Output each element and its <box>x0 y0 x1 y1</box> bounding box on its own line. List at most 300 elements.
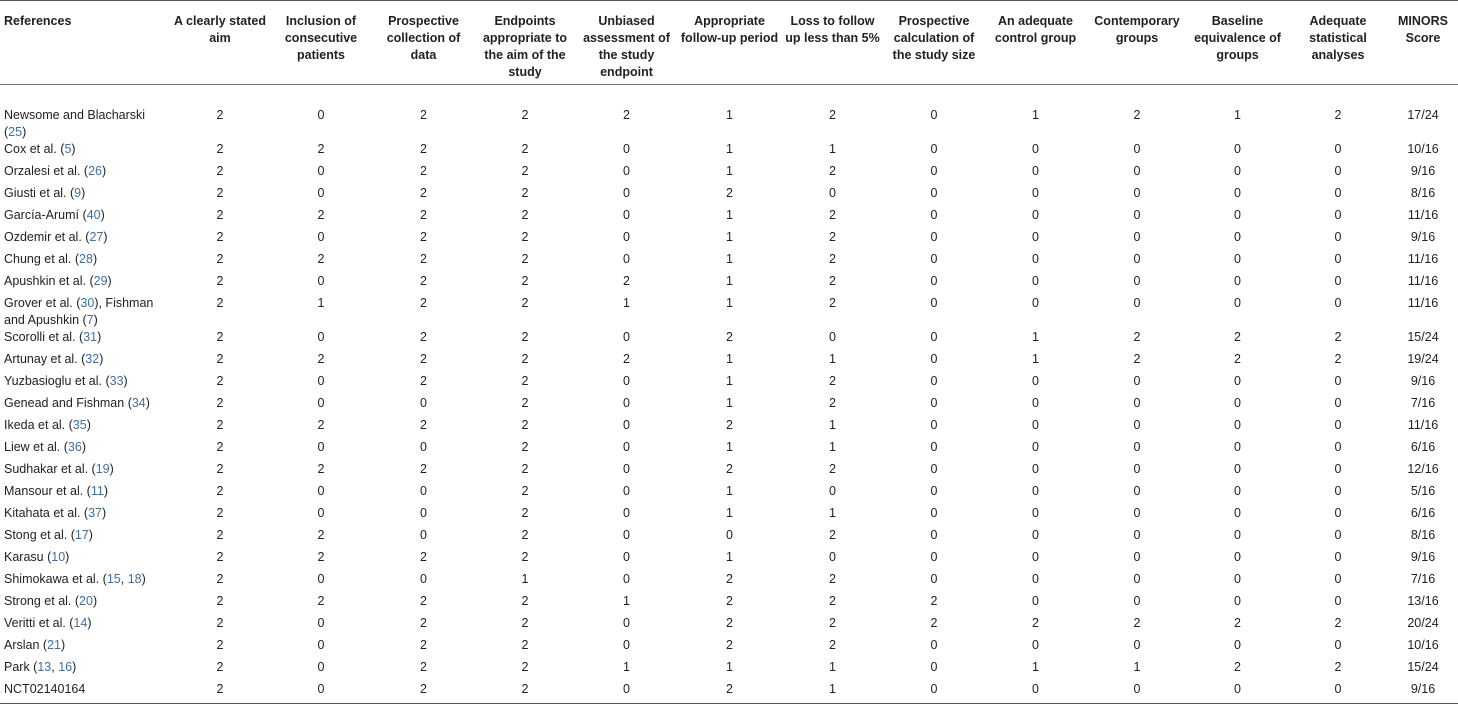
citation-link[interactable]: 34 <box>131 396 146 410</box>
score-cell: 0 <box>930 208 938 222</box>
header-control-group: An adequate control group <box>994 14 1077 45</box>
score-cell: 1 <box>726 396 733 410</box>
reference-text: ) <box>101 506 107 520</box>
score-cell: 1 <box>623 296 630 310</box>
score-cell: 1 <box>829 418 836 432</box>
score-cell: 2 <box>216 572 224 586</box>
reference-text: ) <box>103 484 108 498</box>
reference-text: Liew et al. ( <box>4 440 68 454</box>
header-prospective-collection: Prospective collection of data <box>386 14 461 62</box>
score-cell: 2 <box>623 352 630 366</box>
score-cell: 1 <box>1133 660 1141 674</box>
score-cell: 0 <box>930 572 938 586</box>
reference-cell <box>0 185 170 207</box>
score-cell: 0 <box>1032 252 1039 266</box>
score-cell: 2 <box>317 550 325 564</box>
citation-link[interactable]: 19 <box>95 462 110 476</box>
score-cell: 2 <box>521 616 529 630</box>
reference-text: ) <box>107 274 112 288</box>
citation-link[interactable]: 30 <box>80 296 95 310</box>
table-row <box>0 373 1458 395</box>
reference-text: Shimokawa et al. ( <box>4 572 107 586</box>
score-cell: 0 <box>317 108 325 122</box>
reference-cell <box>0 659 170 681</box>
citation-link[interactable]: 10 <box>51 550 66 564</box>
score-cell: 2 <box>1234 330 1241 344</box>
score-cell: 2 <box>1234 660 1241 674</box>
reference-text: ) <box>22 125 27 139</box>
score-cell: 0 <box>1234 506 1241 520</box>
reference-cell <box>0 483 170 505</box>
score-cell: 0 <box>930 418 938 432</box>
reference-cell <box>0 85 170 142</box>
table-row <box>0 527 1458 549</box>
score-cell: 0 <box>1032 528 1039 542</box>
score-cell: 0 <box>317 164 325 178</box>
score-cell: 2 <box>420 352 427 366</box>
score-cell: 0 <box>1032 142 1039 156</box>
score-cell: 0 <box>930 186 938 200</box>
score-cell: 2 <box>521 682 529 696</box>
reference-cell <box>0 505 170 527</box>
score-cell: 2 <box>521 296 529 310</box>
score-cell: 1 <box>726 440 733 454</box>
score-cell: 0 <box>1133 506 1141 520</box>
score-cell: 0 <box>1133 462 1141 476</box>
score-cell: 0 <box>317 682 325 696</box>
score-cell: 2 <box>216 252 224 266</box>
table-row <box>0 141 1458 163</box>
score-cell: 2 <box>216 462 224 476</box>
score-cell: 0 <box>829 186 836 200</box>
score-cell: 0 <box>623 208 630 222</box>
score-cell: 2 <box>216 296 224 310</box>
header-references: References <box>4 14 72 28</box>
score-cell: 2 <box>216 352 224 366</box>
score-cell: 0 <box>726 528 733 542</box>
reference-text: Scorolli et al. ( <box>4 330 84 344</box>
score-cell: 2 <box>726 186 733 200</box>
table-body <box>0 85 1458 704</box>
minors-score-cell: 17/24 <box>1407 108 1439 122</box>
reference-text: Arslan ( <box>4 638 48 652</box>
score-cell: 2 <box>317 352 325 366</box>
score-cell: 2 <box>521 374 529 388</box>
score-cell: 0 <box>1334 164 1342 178</box>
citation-link[interactable]: 13 <box>37 660 52 674</box>
score-cell: 0 <box>1234 374 1241 388</box>
score-cell: 2 <box>317 594 325 608</box>
score-cell: 2 <box>521 440 529 454</box>
score-cell: 2 <box>726 616 733 630</box>
minors-score-cell: 11/16 <box>1407 252 1439 266</box>
citation-link[interactable]: 36 <box>67 440 82 454</box>
score-cell: 2 <box>521 594 529 608</box>
citation-link[interactable]: 7 <box>86 313 94 327</box>
citation-link[interactable]: 40 <box>86 208 101 222</box>
score-cell: 2 <box>1334 330 1342 344</box>
score-cell: 0 <box>1234 638 1241 652</box>
score-cell: 1 <box>726 352 733 366</box>
score-cell: 0 <box>930 396 938 410</box>
reference-text: NCT02140164 <box>4 682 86 696</box>
score-cell: 2 <box>420 108 427 122</box>
score-cell: 0 <box>1032 440 1039 454</box>
score-cell: 0 <box>623 230 630 244</box>
score-cell: 2 <box>521 462 529 476</box>
score-cell: 0 <box>930 484 938 498</box>
score-cell: 1 <box>1032 660 1039 674</box>
score-cell: 2 <box>829 462 836 476</box>
score-cell: 0 <box>930 660 938 674</box>
citation-link[interactable]: 16 <box>58 660 73 674</box>
score-cell: 1 <box>726 550 733 564</box>
score-cell: 0 <box>623 252 630 266</box>
score-cell: 1 <box>726 208 733 222</box>
score-cell: 2 <box>829 164 836 178</box>
score-cell: 2 <box>1234 352 1241 366</box>
score-cell: 1 <box>829 682 836 696</box>
minors-score-cell: 9/16 <box>1410 682 1436 696</box>
score-cell: 0 <box>1234 682 1241 696</box>
minors-score-cell: 11/16 <box>1407 208 1439 222</box>
header-loss-to-follow-up: Loss to follow up less than 5% <box>785 14 880 45</box>
minors-score-cell: 11/16 <box>1407 418 1439 432</box>
header-clearly-stated-aim: A clearly stated aim <box>174 14 266 45</box>
score-cell: 0 <box>1234 528 1241 542</box>
score-cell: 1 <box>726 252 733 266</box>
reference-cell <box>0 329 170 351</box>
score-cell: 0 <box>1234 208 1241 222</box>
score-cell: 1 <box>1032 108 1039 122</box>
citation-link[interactable]: 9 <box>74 186 82 200</box>
table-row <box>0 593 1458 615</box>
score-cell: 2 <box>726 638 733 652</box>
score-cell: 2 <box>216 330 224 344</box>
score-cell: 0 <box>1234 550 1241 564</box>
score-cell: 0 <box>1133 296 1141 310</box>
reference-text: ) <box>97 330 102 344</box>
reference-cell <box>0 549 170 571</box>
table-row <box>0 549 1458 571</box>
table-row <box>0 439 1458 461</box>
score-cell: 1 <box>317 296 325 310</box>
score-cell: 0 <box>317 660 325 674</box>
score-cell: 0 <box>1334 638 1342 652</box>
table-row <box>0 85 1458 142</box>
table-row <box>0 615 1458 637</box>
score-cell: 2 <box>317 462 325 476</box>
score-cell: 0 <box>1032 208 1039 222</box>
citation-link[interactable]: 26 <box>88 164 102 178</box>
score-cell: 2 <box>1234 616 1241 630</box>
score-cell: 2 <box>420 594 427 608</box>
citation-link[interactable]: 11 <box>90 484 104 498</box>
score-cell: 2 <box>521 506 529 520</box>
score-cell: 2 <box>726 418 733 432</box>
score-cell: 0 <box>1234 440 1241 454</box>
reference-text: ) <box>123 374 128 388</box>
score-cell: 0 <box>623 462 630 476</box>
reference-cell <box>0 593 170 615</box>
header-statistical-analyses: Adequate statistical analyses <box>1309 14 1367 62</box>
score-cell: 0 <box>930 638 938 652</box>
score-cell: 0 <box>317 186 325 200</box>
score-cell: 0 <box>1133 418 1141 432</box>
score-cell: 2 <box>521 528 529 542</box>
score-cell: 2 <box>317 142 325 156</box>
minors-score-cell: 6/16 <box>1410 506 1436 520</box>
score-cell: 0 <box>317 572 325 586</box>
citation-link[interactable]: 25 <box>8 125 23 139</box>
reference-cell <box>0 251 170 273</box>
score-cell: 2 <box>420 330 427 344</box>
reference-text: ) <box>72 660 77 674</box>
citation-link[interactable]: 28 <box>79 252 93 266</box>
score-cell: 0 <box>1032 550 1039 564</box>
score-cell: 0 <box>1133 186 1141 200</box>
citation-link[interactable]: 18 <box>127 572 142 586</box>
score-cell: 2 <box>317 208 325 222</box>
score-cell: 0 <box>623 330 630 344</box>
score-cell: 2 <box>829 374 836 388</box>
score-cell: 1 <box>1032 330 1039 344</box>
score-cell: 2 <box>216 638 224 652</box>
reference-text: ) <box>101 164 107 178</box>
score-cell: 0 <box>1234 396 1241 410</box>
score-cell: 2 <box>930 616 938 630</box>
citation-link[interactable]: 31 <box>83 330 98 344</box>
score-cell: 0 <box>1234 164 1241 178</box>
minors-score-cell: 11/16 <box>1407 274 1439 288</box>
table-row <box>0 505 1458 527</box>
score-cell: 0 <box>1234 186 1241 200</box>
reference-cell <box>0 163 170 185</box>
reference-text: Giusti et al. ( <box>4 186 75 200</box>
citation-link[interactable]: 15 <box>106 572 121 586</box>
score-cell: 0 <box>1334 374 1342 388</box>
citation-link[interactable]: 5 <box>64 142 72 156</box>
reference-cell <box>0 461 170 483</box>
score-cell: 2 <box>623 108 630 122</box>
score-cell: 2 <box>521 274 529 288</box>
table-row <box>0 251 1458 273</box>
score-cell: 2 <box>216 682 224 696</box>
score-cell: 2 <box>1133 352 1141 366</box>
score-cell: 0 <box>317 274 325 288</box>
reference-text: Artunay et al. ( <box>4 352 86 366</box>
score-cell: 2 <box>216 396 224 410</box>
score-cell: 2 <box>829 230 836 244</box>
score-cell: 1 <box>726 108 733 122</box>
score-cell: 0 <box>317 506 325 520</box>
table-row <box>0 461 1458 483</box>
minors-score-cell: 9/16 <box>1410 230 1436 244</box>
score-cell: 0 <box>1334 528 1342 542</box>
table-row <box>0 659 1458 681</box>
citation-link[interactable]: 35 <box>72 418 87 432</box>
reference-text: ) <box>60 638 66 652</box>
reference-cell <box>0 141 170 163</box>
score-cell: 0 <box>1334 186 1342 200</box>
score-cell: 0 <box>1334 274 1342 288</box>
score-cell: 2 <box>420 230 427 244</box>
minors-score-cell: 7/16 <box>1410 396 1436 410</box>
score-cell: 2 <box>1334 108 1342 122</box>
score-cell: 0 <box>420 396 427 410</box>
score-cell: 0 <box>317 230 325 244</box>
score-cell: 0 <box>623 528 630 542</box>
citation-link[interactable]: 37 <box>88 506 102 520</box>
score-cell: 0 <box>930 352 938 366</box>
minors-score-cell: 15/24 <box>1407 660 1439 674</box>
score-cell: 2 <box>726 462 733 476</box>
score-cell: 0 <box>1133 396 1141 410</box>
reference-text: Mansour et al. ( <box>4 484 91 498</box>
score-cell: 2 <box>216 208 224 222</box>
score-cell: 2 <box>1334 660 1342 674</box>
score-cell: 0 <box>1334 440 1342 454</box>
score-cell: 2 <box>829 396 836 410</box>
citation-link[interactable]: 20 <box>79 594 93 608</box>
reference-text: ) <box>93 313 98 327</box>
score-cell: 2 <box>216 484 224 498</box>
score-cell: 2 <box>829 594 836 608</box>
score-cell: 0 <box>930 252 938 266</box>
citation-link[interactable]: 21 <box>47 638 61 652</box>
score-cell: 0 <box>623 418 630 432</box>
score-cell: 2 <box>726 572 733 586</box>
minors-score-cell: 12/16 <box>1407 462 1439 476</box>
score-cell: 2 <box>216 550 224 564</box>
score-cell: 0 <box>1334 462 1342 476</box>
score-cell: 2 <box>420 638 427 652</box>
score-cell: 0 <box>317 638 325 652</box>
reference-text: Ozdemir et al. ( <box>4 230 90 244</box>
score-cell: 0 <box>1133 572 1141 586</box>
reference-cell <box>0 417 170 439</box>
score-cell: 1 <box>623 660 630 674</box>
reference-cell <box>0 615 170 637</box>
score-cell: 2 <box>317 418 325 432</box>
header-contemporary-groups: Contemporary groups <box>1094 14 1180 45</box>
minors-score-cell: 10/16 <box>1407 638 1439 652</box>
score-cell: 2 <box>420 682 427 696</box>
score-cell: 2 <box>930 594 938 608</box>
score-cell: 0 <box>1032 418 1039 432</box>
citation-link[interactable]: 27 <box>89 230 104 244</box>
table-row <box>0 163 1458 185</box>
score-cell: 2 <box>521 352 529 366</box>
table-row <box>0 273 1458 295</box>
table-row <box>0 351 1458 373</box>
citation-link[interactable]: 29 <box>93 274 108 288</box>
score-cell: 0 <box>623 506 630 520</box>
table-row <box>0 207 1458 229</box>
score-cell: 0 <box>317 440 325 454</box>
score-cell: 0 <box>420 572 427 586</box>
score-cell: 2 <box>216 594 224 608</box>
score-cell: 0 <box>1334 418 1342 432</box>
score-cell: 0 <box>1334 208 1342 222</box>
score-cell: 1 <box>1032 352 1039 366</box>
score-cell: 2 <box>216 660 224 674</box>
score-cell: 0 <box>1334 682 1342 696</box>
reference-text: Karasu ( <box>4 550 52 564</box>
score-cell: 2 <box>216 230 224 244</box>
score-cell: 0 <box>623 550 630 564</box>
reference-text: Apushkin et al. ( <box>4 274 94 288</box>
reference-text: ) <box>99 352 104 366</box>
score-cell: 0 <box>1133 374 1141 388</box>
score-cell: 0 <box>1334 572 1342 586</box>
score-cell: 0 <box>1133 208 1141 222</box>
reference-text: Kitahata et al. ( <box>4 506 89 520</box>
score-cell: 2 <box>521 550 529 564</box>
score-cell: 2 <box>829 638 836 652</box>
score-cell: 2 <box>1133 330 1141 344</box>
score-cell: 0 <box>420 506 427 520</box>
score-cell: 0 <box>317 396 325 410</box>
score-cell: 2 <box>420 208 427 222</box>
citation-link[interactable]: 17 <box>74 528 89 542</box>
reference-text: Chung et al. ( <box>4 252 80 266</box>
score-cell: 0 <box>1032 682 1039 696</box>
score-cell: 2 <box>521 252 529 266</box>
header-unbiased-assessment: Unbiased assessment of the study endpoint <box>583 14 670 79</box>
citation-link[interactable]: 33 <box>109 374 124 388</box>
table-row <box>0 395 1458 417</box>
reference-text: Yuzbasioglu et al. ( <box>4 374 110 388</box>
score-cell: 1 <box>726 374 733 388</box>
reference-cell <box>0 395 170 417</box>
score-cell: 1 <box>726 484 733 498</box>
reference-text: Genead and Fishman ( <box>4 396 132 410</box>
score-cell: 1 <box>829 352 836 366</box>
score-cell: 0 <box>1133 594 1141 608</box>
reference-text: Veritti et al. ( <box>4 616 74 630</box>
score-cell: 0 <box>420 440 427 454</box>
score-cell: 1 <box>521 572 529 586</box>
score-cell: 0 <box>1133 682 1141 696</box>
reference-text: ) <box>81 186 86 200</box>
table-row <box>0 329 1458 351</box>
table-row <box>0 295 1458 329</box>
score-cell: 0 <box>1032 462 1039 476</box>
table-row <box>0 483 1458 505</box>
reference-text: Sudhakar et al. ( <box>4 462 96 476</box>
score-cell: 2 <box>317 528 325 542</box>
score-cell: 2 <box>521 186 529 200</box>
score-cell: 2 <box>420 186 427 200</box>
minors-score-cell: 9/16 <box>1410 374 1436 388</box>
score-cell: 2 <box>420 164 427 178</box>
score-cell: 1 <box>829 440 836 454</box>
reference-text: Stong et al. ( <box>4 528 75 542</box>
score-cell: 1 <box>726 296 733 310</box>
score-cell: 1 <box>829 506 836 520</box>
score-cell: 2 <box>420 296 427 310</box>
score-cell: 0 <box>1334 484 1342 498</box>
score-cell: 2 <box>216 418 224 432</box>
citation-link[interactable]: 32 <box>85 352 100 366</box>
citation-link[interactable]: 14 <box>73 616 88 630</box>
score-cell: 2 <box>1032 616 1039 630</box>
score-cell: 0 <box>930 374 938 388</box>
score-cell: 0 <box>829 550 836 564</box>
score-cell: 0 <box>1032 164 1039 178</box>
score-cell: 0 <box>623 396 630 410</box>
